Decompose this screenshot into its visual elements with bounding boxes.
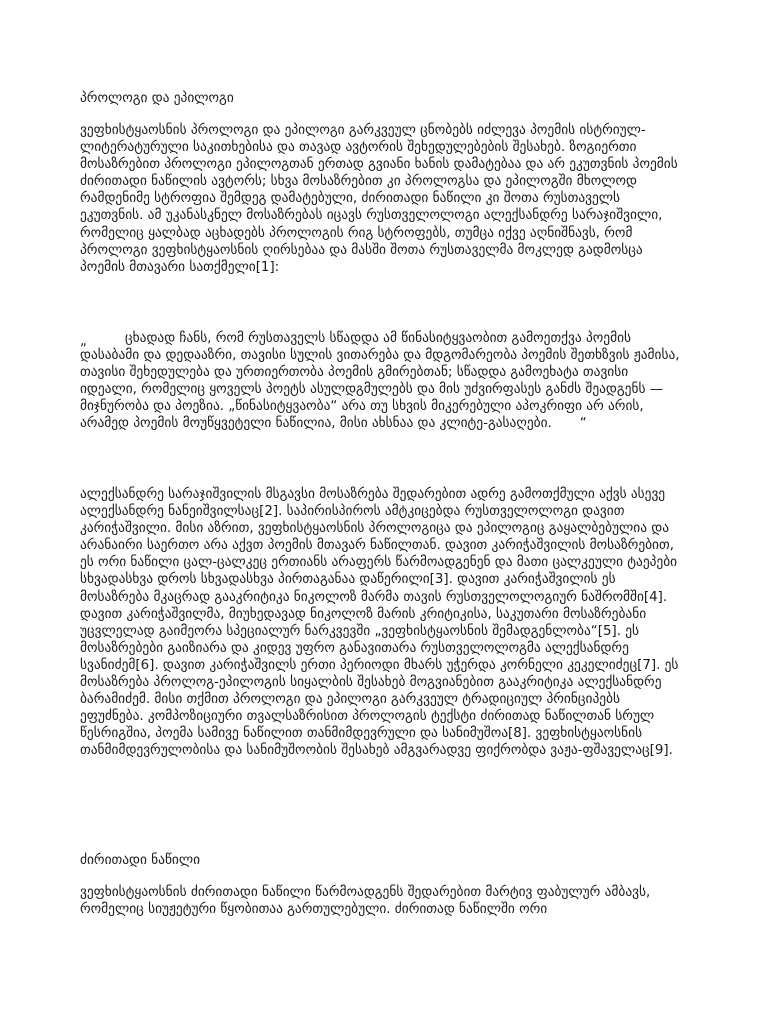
paragraph-prologue-intro: ვეფხისტყაოსნის პროლოგი და ეპილოგი გარკვეულ ცნობებს იძლევა პოემის ისტრიულ-ლიტერატურული საკითხებისა და თავად ავტორის შეხედულებების შესახებ. ზოგიერთი მოსაზრებით პროლოგი ეპილოგთან ერთად გვიანი ხანის დამატებაა და არ ეკუთვნის პოემის ძირითადი ნაწილის ავტორს; სხვა მოსაზრებით კი პროლოგსა და ეპილოგში მხოლოდ რამდენიმე სტროფია შემდეგ დამატებული, ძირითადი ნაწილი კი შოთა რუსთაველს ეკუთვნის. ამ უკანასკნელ მოსაზრებას იცავს რუსთველოლოგი ალექსანდრე სარაჯიშვილი, რომელიც ყალბად აცხადებს პროლოგის რიგ სტროფებს, თუმცა იქვე აღნიშნავს, რომ პროლოგი ვეფხისტყაოსნის ღირსებაა და მასში შოთა რუსთაველმა მოკლედ გადმოსცა პოემის მთავარი სათქმელი[1]: bbox=[80, 123, 678, 275]
paragraph-prologue-debate: ალექსანდრე სარაჯიშვილის მსგავსი მოსაზრება შედარებით ადრე გამოთქმული აქვს ასევე ალექსანდრე ნანეიშვილსაც[2]. საპირისპიროს ამტკიცებდა რუსთველოლოგი დავით კარიჭაშვილი. მისი აზრით, ვეფხისტყაოსნის პროლოგიცა და ეპილოგიც გაყალბებულია და არანაირი საერთო არა აქვთ პოემის მთავარ ნაწილთან. დავით კარიჭაშვილის მოსაზრებით, ეს ორი ნაწილი ცალ-ცალკეც ერთიანს არაფერს წარმოადგენენ და მათი ცალკეული ტაეპები სხვადასხვა დროს სხვადასხვა პირთაგანაა დაწერილი[3]. დავით კარიჭაშვილის ეს მოსაზრება მკაცრად გააკრიტიკა ნიკოლოზ მარმა თავის რუსთველოლოგიურ ნაშრომში[4]. დავით კარიჭაშვილმა, მიუხედავად ნიკოლოზ მარის კრიტიკისა, საკუთარი მოსაზრებანი უცვლელად გაიმეორა სპეციალურ ნარკვევში „ვეფხისტყაოსნის შემადგენლობა“[5]. ეს მოსაზრებები გაიზიარა და კიდევ უფრო განავითარა რუსთველოლოგმა ალექსანდრე სვანიძემ[6]. დავით კარიჭაშვილს ერთი პერიოდი მხარს უჭერდა კორნელი კეკელიძეც[7]. ეს მოსაზრება პროლოგ-ეპილოგის სიყალბის შესახებ მოგვიანებით გააკრიტიკა ალექსანდრე ბარამიძემ. მისი თქმით პროლოგი და ეპილოგი გარკვეულ ტრადიციულ პრინციპებს ეფუძნება. კომპოზიციური თვალსაზრისით პროლოგის ტექსტი ძირითად ნაწილთან სრულ წესრიგშია, პოემა სამივე ნაწილით თანმიმდევრული და სანიმუშოა[8]. ვეფხისტყაოსნის თანმიმდევრულობისა და სანიმუშოობის შესახებ ამგვარადვე ფიქრობდა ვაჟა-ფშაველაც[9]. bbox=[80, 487, 679, 759]
quote-open-mark: „ bbox=[80, 334, 87, 349]
section-heading-prologue-epilogue: პროლოგი და ეპილოგი bbox=[80, 91, 234, 106]
quote-text: ცხადად ჩანს, რომ რუსთაველს სწადდა ამ წინასიტყვაობით გამოეთქვა პოემის დასაბამი და დედააზრი, თავისი სულის ვითარება და მდგომარეობა პოემის შეთხზვის ჟამისა, თავისი შეხედულება და ურთიერთობა პოემის გმირებთან; სწადდა გამოეხატა თავისი იდეალი, რომელიც ყოველს პოეტს ასულდგმულებს და მის უძვირფასეს განძს შეადგენს — მიჯნურობა და პოეზია. „წინასიტყვაობა“ არა თუ სხვის მიკერებული აპოკრიფი არ არის, არამედ პოემის მოუწყვეტელი ნაწილია, მისი ახსნაა და კლიტე-გასაღები. “ bbox=[80, 331, 680, 432]
quote-close-mark: “ bbox=[579, 416, 587, 432]
paragraph-main-part-intro: ვეფხისტყაოსნის ძირითადი ნაწილი წარმოადგენს შედარებით მარტივ ფაბულურ ამბავს, რომელიც სიუჟეტური წყობითაა გართულებული. ძირითად ნაწილში ორი bbox=[80, 885, 651, 918]
section-heading-main-part: ძირითადი ნაწილი bbox=[80, 853, 201, 868]
block-quote bbox=[80, 330, 680, 433]
